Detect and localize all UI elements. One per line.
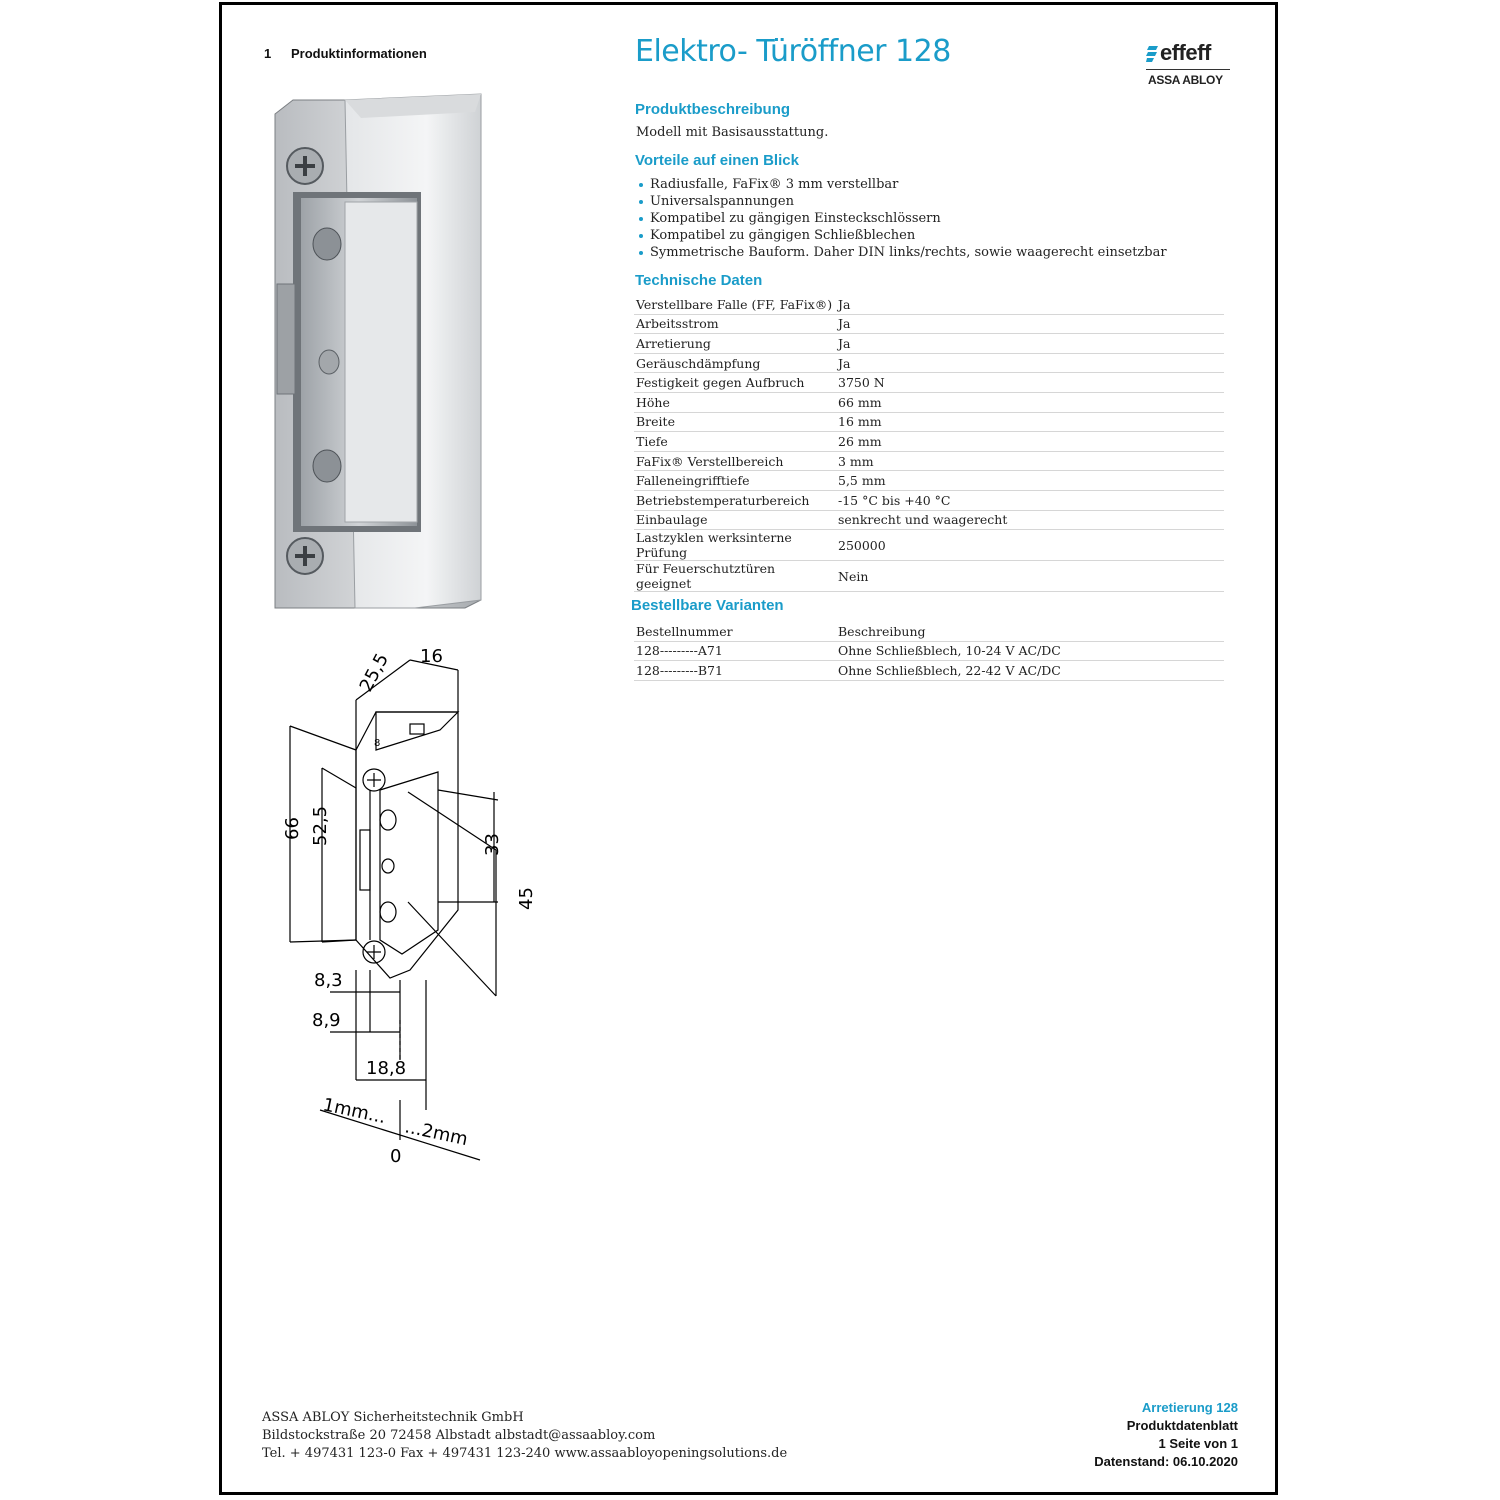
spec-label: Lastzyklen werksinterne Prüfung [634,530,836,561]
spec-value: -15 °C bis +40 °C [836,490,1224,510]
spec-value: Ja [836,314,1224,334]
page-title: Elektro- Türöffner 128 [635,34,951,69]
dim-33: 33 [482,833,503,856]
table-row [634,353,1224,373]
table-row [634,314,1224,334]
footer-doc-type: Produktdatenblatt [1126,1418,1238,1433]
dim-8-9: 8,9 [312,1010,341,1031]
section-number: 1 [264,46,272,61]
spec-value: Ja [836,295,1224,314]
variant-description: Ohne Schließblech, 10-24 V AC/DC [836,641,1224,661]
advantages-list [636,176,1167,261]
list-item: Symmetrische Bauform. Daher DIN links/rechts, sowie waagerecht einsetzbar [636,244,1167,261]
spec-value: 250000 [836,530,1224,561]
table-row [634,373,1224,393]
table-row [634,334,1224,354]
table-row [634,561,1224,592]
dim-25-5: 25,5 [355,650,394,696]
technical-data-heading: Technische Daten [635,272,763,289]
spec-label: Einbaulage [634,510,836,530]
table-row [634,295,1224,314]
spec-label: Breite [634,412,836,432]
list-item: Universalspannungen [636,193,1167,210]
spec-value: Ja [836,334,1224,354]
table-row [634,451,1224,471]
section-title: Produktinformationen [291,46,427,61]
order-number: 128---------A71 [634,641,836,661]
spec-value: 3 mm [836,451,1224,471]
list-item: Kompatibel zu gängigen Einsteckschlössern [636,210,1167,227]
dim-16: 16 [420,646,443,667]
list-item: Radiusfalle, FaFix® 3 mm verstellbar [636,176,1167,193]
table-row [634,412,1224,432]
spec-label: Falleneingrifftiefe [634,471,836,491]
spec-value: senkrecht und waagerecht [836,510,1224,530]
footer-street: Bildstockstraße 20 72458 Albstadt albstadt@assaabloy.com [262,1428,656,1443]
product-description-text: Modell mit Basisausstattung. [636,125,829,140]
logo-subtitle: ASSA ABLOY [1148,73,1223,87]
table-row [634,510,1224,530]
logo-word: effeff [1160,40,1211,65]
dim-45: 45 [516,887,537,910]
footer-meta [1094,1399,1238,1471]
table-row [634,490,1224,510]
table-row [634,661,1224,681]
footer-product-ref: Arretierung 128 [1141,1400,1238,1415]
variant-description: Ohne Schließblech, 22-42 V AC/DC [836,661,1224,681]
footer-address [262,1409,787,1463]
spec-label: Festigkeit gegen Aufbruch [634,373,836,393]
spec-value: Nein [836,561,1224,592]
dim-18-8: 18,8 [366,1058,407,1079]
product-description-heading: Produktbeschreibung [635,101,791,118]
spec-label: Tiefe [634,432,836,452]
spec-label: Arbeitsstrom [634,314,836,334]
dim-66: 66 [282,817,303,840]
footer-pages: 1 Seite von 1 [1158,1436,1238,1451]
dim-2mm: ...2mm [402,1116,470,1151]
table-row [634,392,1224,412]
effeff-logo [1146,42,1232,92]
column-header: Beschreibung [836,622,1224,641]
column-header: Bestellnummer [634,622,836,641]
variants-heading: Bestellbare Varianten [631,597,784,614]
dim-8-3: 8,3 [314,970,343,991]
logo-divider [1146,69,1230,70]
product-photo [265,94,481,612]
dim-0: 0 [390,1146,402,1167]
footer-date: Datenstand: 06.10.2020 [1094,1454,1238,1469]
spec-label: FaFix® Verstellbereich [634,451,836,471]
spec-label: Für Feuerschutztüren geeignet [634,561,836,592]
spec-value: 26 mm [836,432,1224,452]
spec-value: 3750 N [836,373,1224,393]
footer-company: ASSA ABLOY Sicherheitstechnik GmbH [262,1410,524,1425]
logo-mark-icon [1146,46,1158,62]
spec-label: Arretierung [634,334,836,354]
dim-1mm: 1mm... [320,1094,388,1129]
spec-label: Verstellbare Falle (FF, FaFix®) [634,295,836,314]
dim-8-small: 8 [374,738,381,749]
advantages-heading: Vorteile auf einen Blick [635,152,799,169]
spec-value: 16 mm [836,412,1224,432]
footer-contact: Tel. + 497431 123-0 Fax + 497431 123-240 www.assaabloyopeningsolutions.de [262,1446,788,1461]
dim-52-5: 52,5 [310,805,331,846]
spec-label: Geräuschdämpfung [634,353,836,373]
table-row [634,530,1224,561]
variants-table [634,622,1224,681]
table-header-row [634,622,1224,641]
spec-label: Betriebstemperaturbereich [634,490,836,510]
table-row [634,432,1224,452]
table-row [634,641,1224,661]
list-item: Kompatibel zu gängigen Schließblechen [636,227,1167,244]
spec-value: 5,5 mm [836,471,1224,491]
spec-label: Höhe [634,392,836,412]
table-row [634,471,1224,491]
dimension-drawing [270,640,537,1170]
technical-data-table [634,295,1224,592]
spec-value: 66 mm [836,392,1224,412]
spec-value: Ja [836,353,1224,373]
order-number: 128---------B71 [634,661,836,681]
